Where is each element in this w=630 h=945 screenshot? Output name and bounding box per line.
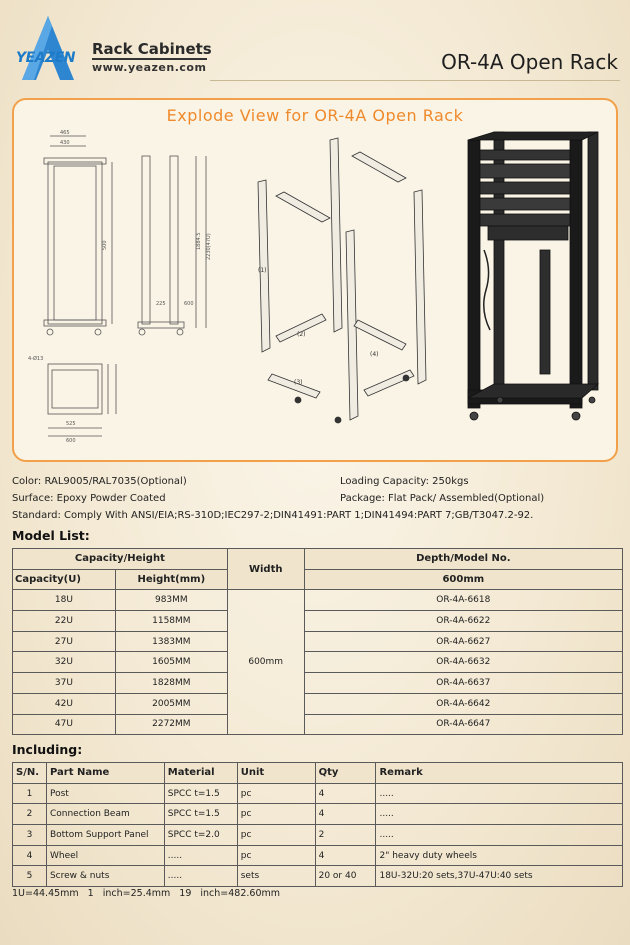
model-list-table	[12, 548, 623, 735]
part-name-header: Part Name	[46, 763, 164, 784]
yeazen-logo-icon	[12, 14, 84, 84]
unit-header: Unit	[237, 763, 315, 784]
explode-view-panel	[12, 98, 618, 462]
svg-text:2230(47U): 2230(47U)	[206, 233, 212, 260]
table-row: 2 Connection Beam SPCC t=1.5 pc 4 .....	[13, 804, 623, 825]
spec-standard: Standard: Comply With ANSI/EIA;RS-310D;IEC297-2;DIN41491:PART 1;DIN41494:PART 7;GB/T3047.2-92.	[12, 510, 534, 521]
technical-drawings	[14, 100, 620, 464]
depth-value-header: 600mm	[304, 569, 622, 590]
including-title: Including:	[12, 742, 83, 757]
remark-header: Remark	[376, 763, 623, 784]
header-url: www.yeazen.com	[92, 61, 207, 74]
table-row: 42U 2005MM OR-4A-6642	[13, 693, 623, 714]
qty-header: Qty	[315, 763, 376, 784]
including-table	[12, 762, 623, 887]
explode-view-title: Explode View for OR-4A Open Rack	[166, 106, 464, 125]
table-row: 22U 1158MM OR-4A-6622	[13, 611, 623, 632]
table-row: 4 Wheel ..... pc 4 2" heavy duty wheels	[13, 845, 623, 866]
svg-text:4-Ø13: 4-Ø13	[28, 356, 44, 362]
table-row: 32U 1605MM OR-4A-6632	[13, 652, 623, 673]
side-view-drawing	[138, 156, 212, 335]
table-row: 1 Post SPCC t=1.5 pc 4 .....	[13, 783, 623, 804]
svg-text:225: 225	[156, 301, 166, 307]
table-row: 5 Screw & nuts ..... sets 20 or 40 18U-32U:20 sets,37U-47U:40 sets	[13, 866, 623, 887]
assembled-rack-image	[468, 132, 598, 420]
material-header: Material	[164, 763, 237, 784]
capacity-height-header: Capacity/Height	[13, 549, 228, 570]
brand-name: YEAZEN	[16, 50, 75, 66]
header-title: Rack Cabinets	[92, 40, 212, 58]
svg-text:600: 600	[66, 438, 76, 444]
sn-header: S/N.	[13, 763, 47, 784]
spec-color: Color: RAL9005/RAL7035(Optional)	[12, 476, 187, 487]
svg-text:1884.5: 1884.5	[196, 232, 202, 250]
table-row: 3 Bottom Support Panel SPCC t=2.0 pc 2 .....	[13, 825, 623, 846]
table-row: 18U 983MM 600mm OR-4A-6618	[13, 590, 623, 611]
table-row: 47U 2272MM OR-4A-6647	[13, 714, 623, 735]
model-list-title: Model List:	[12, 528, 90, 543]
spec-package: Package: Flat Pack/ Assembled(Optional)	[340, 493, 545, 504]
spec-surface: Surface: Epoxy Powder Coated	[12, 493, 166, 504]
page-header	[0, 0, 630, 92]
front-view-drawing	[44, 136, 112, 335]
header-rule	[92, 58, 207, 60]
depth-model-header: Depth/Model No.	[304, 549, 622, 570]
product-title: OR-4A Open Rack	[441, 50, 618, 74]
callout-1: (1)	[258, 267, 267, 274]
callout-2: (2)	[297, 331, 306, 338]
capacity-header: Capacity(U)	[13, 569, 116, 590]
svg-text:525: 525	[66, 421, 76, 427]
table-row: 37U 1828MM OR-4A-6637	[13, 673, 623, 694]
svg-text:500: 500	[102, 240, 108, 250]
spec-loading: Loading Capacity: 250kgs	[340, 476, 469, 487]
svg-text:430: 430	[60, 140, 70, 146]
height-header: Height(mm)	[115, 569, 227, 590]
width-value: 600mm	[227, 590, 304, 735]
svg-text:600: 600	[184, 301, 194, 307]
header-divider	[210, 80, 620, 81]
unit-conversion-note: 1U=44.45mm 1 inch=25.4mm 19 inch=482.60mm	[12, 888, 281, 899]
svg-text:465: 465	[60, 130, 70, 136]
table-row: 27U 1383MM OR-4A-6627	[13, 631, 623, 652]
callout-3: (3)	[294, 379, 303, 386]
plan-view-drawing	[28, 355, 116, 444]
callout-4: (4)	[370, 351, 379, 358]
exploded-parts-drawing	[258, 138, 426, 423]
width-header: Width	[227, 549, 304, 590]
